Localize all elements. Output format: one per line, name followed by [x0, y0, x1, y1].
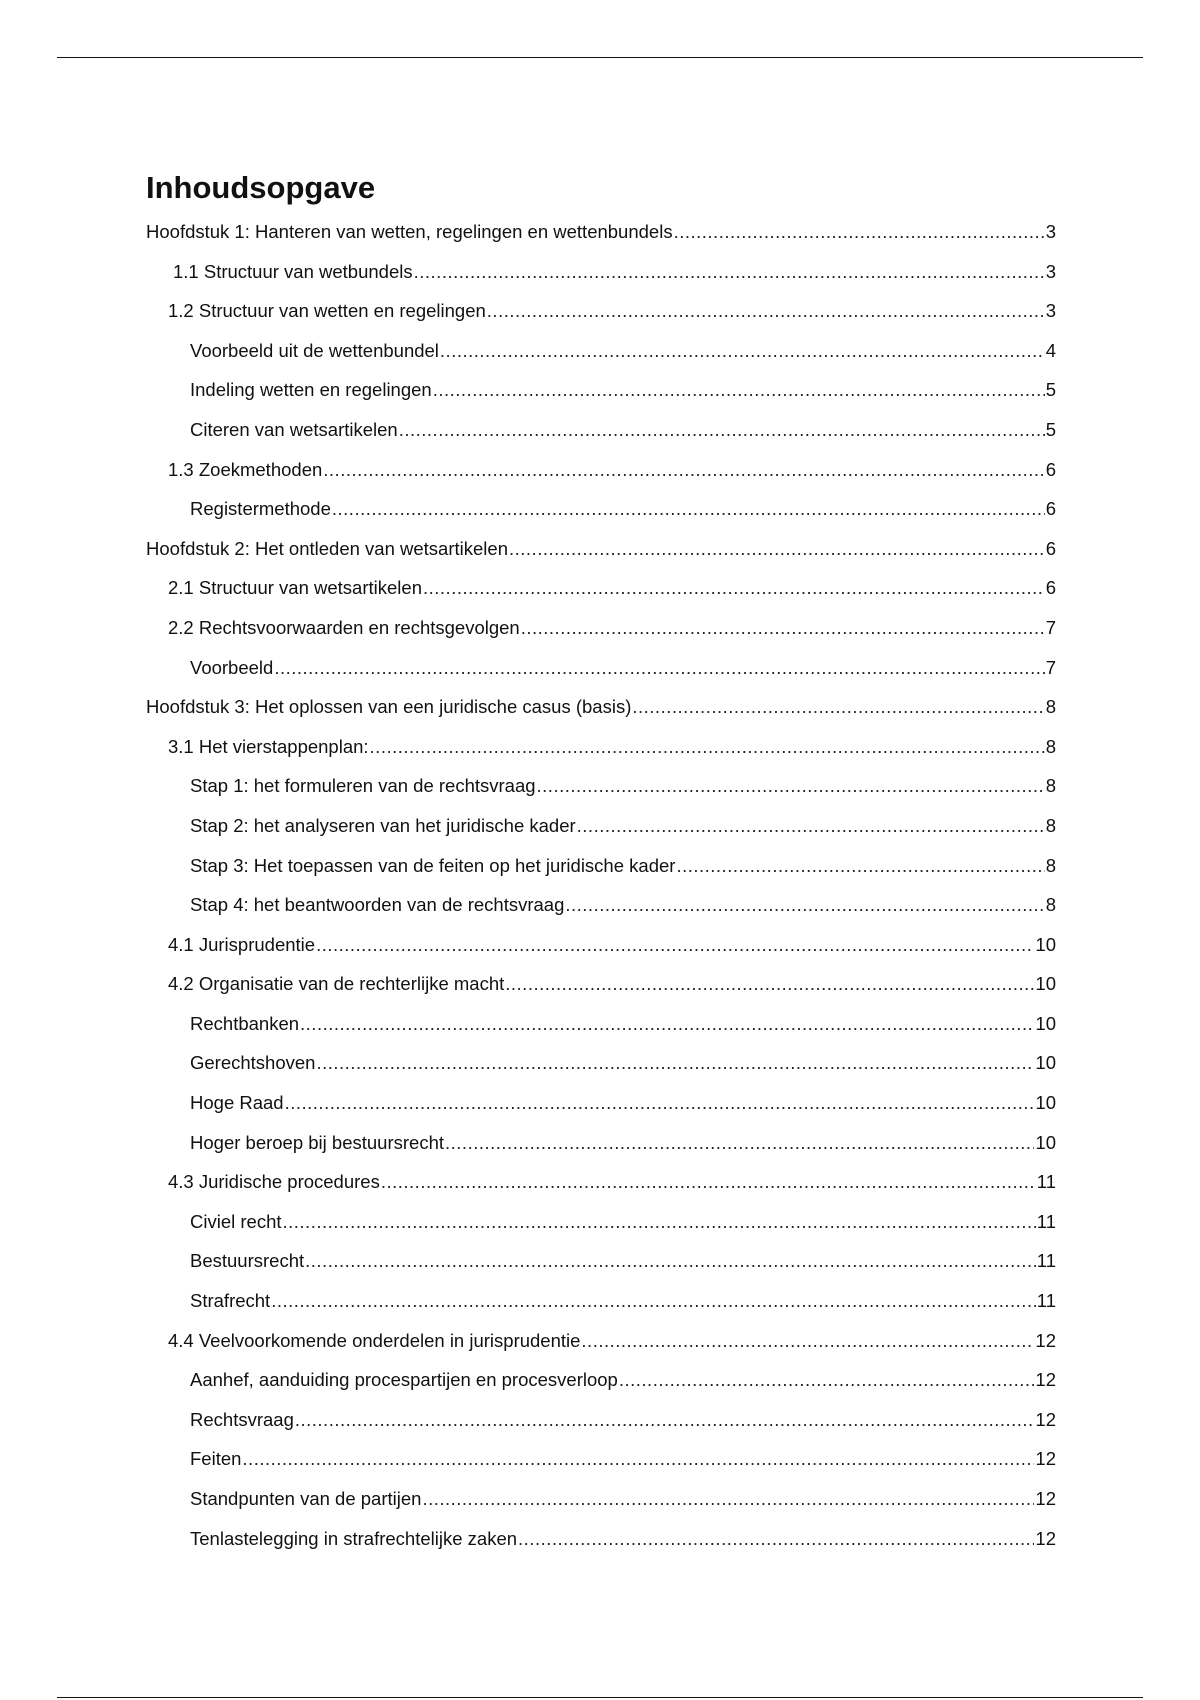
toc-page-number: 5	[1045, 379, 1056, 401]
toc-entry-text: 1.2 Structuur van wetten en regelingen	[168, 300, 486, 322]
toc-dot-leader	[632, 687, 1044, 727]
toc-entry[interactable]	[146, 766, 1056, 806]
toc-dot-leader	[295, 1400, 1035, 1440]
toc-dot-leader	[674, 212, 1045, 252]
toc-entry-text: Standpunten van de partijen	[190, 1488, 422, 1509]
toc-dot-leader	[300, 1004, 1034, 1044]
toc-page-number: 10	[1035, 973, 1056, 995]
toc-dot-leader	[399, 410, 1045, 450]
toc-dot-leader	[242, 1439, 1034, 1479]
toc-entry-text: Stap 2: het analyseren van het juridische kader	[190, 814, 576, 836]
toc-entry[interactable]	[146, 370, 1056, 410]
toc-page-number: 6	[1045, 577, 1056, 599]
toc-dot-leader	[537, 766, 1045, 806]
toc-entry[interactable]	[146, 1519, 1056, 1559]
toc-page-number: 8	[1045, 696, 1056, 718]
toc-entry[interactable]	[146, 1439, 1056, 1479]
toc-entry[interactable]	[146, 806, 1056, 846]
toc-page-number: 8	[1045, 735, 1056, 757]
toc-entry[interactable]	[146, 410, 1056, 450]
toc-entry[interactable]	[146, 1321, 1056, 1361]
toc-dot-leader	[323, 450, 1044, 490]
toc-entry-text: 4.3 Juridische procedures	[168, 1171, 380, 1193]
toc-title: Inhoudsopgave	[146, 170, 376, 205]
toc-dot-leader	[577, 806, 1045, 846]
toc-entry-text: 1.3 Zoekmethoden	[168, 458, 323, 480]
toc-dot-leader	[581, 1321, 1034, 1361]
toc-page-number: 5	[1045, 418, 1056, 440]
toc-entry-text: Hoofdstuk 1: Hanteren van wetten, regelingen en wettenbundels	[146, 221, 673, 242]
toc-page-number: 4	[1045, 339, 1056, 361]
toc-entry-text: Hoofdstuk 2: Het ontleden van wetsartikelen	[146, 537, 508, 559]
toc-entry[interactable]	[146, 489, 1056, 529]
toc-entry[interactable]	[146, 1479, 1056, 1519]
toc-page-number: 7	[1045, 616, 1056, 638]
toc-entry[interactable]	[146, 1360, 1056, 1400]
toc-entry[interactable]	[146, 568, 1056, 608]
toc-entry-text: Voorbeeld	[190, 656, 274, 678]
toc-page-number: 11	[1036, 1290, 1056, 1312]
toc-page-number: 7	[1045, 656, 1056, 678]
toc-dot-leader	[676, 846, 1044, 886]
toc-page-number: 3	[1045, 221, 1056, 242]
toc-dot-leader	[440, 331, 1045, 371]
toc-entry-text: Aanhef, aanduiding procespartijen en procesverloop	[190, 1369, 618, 1391]
toc-entry-text: 3.1 Het vierstappenplan:	[168, 735, 369, 757]
toc-page-number: 12	[1035, 1527, 1056, 1549]
toc-entry[interactable]	[146, 529, 1056, 569]
toc-page-number: 11	[1036, 1210, 1056, 1232]
toc-entry-text: Indeling wetten en regelingen	[190, 379, 432, 401]
toc-entry[interactable]	[146, 1083, 1056, 1123]
toc-entry[interactable]	[146, 450, 1056, 490]
toc-entry-text: Hoofdstuk 3: Het oplossen van een juridische casus (basis)	[146, 696, 632, 718]
toc-entry-text: Hoger beroep bij bestuursrecht	[190, 1131, 445, 1153]
toc-dot-leader	[271, 1281, 1036, 1321]
toc-page-number: 10	[1035, 1012, 1056, 1034]
toc-dot-leader	[505, 964, 1034, 1004]
toc-entry[interactable]	[146, 252, 1056, 292]
toc-entry[interactable]	[146, 1241, 1056, 1281]
toc-page-number: 11	[1036, 1171, 1056, 1193]
toc-page-number: 12	[1035, 1488, 1056, 1509]
toc-entry-text: 4.4 Veelvoorkomende onderdelen in jurisprudentie	[168, 1329, 581, 1351]
toc-entry[interactable]	[146, 964, 1056, 1004]
toc-entry[interactable]	[146, 1004, 1056, 1044]
toc-list	[146, 212, 1056, 1558]
toc-entry[interactable]	[146, 1400, 1056, 1440]
toc-page-number: 6	[1045, 498, 1056, 520]
toc-page-number: 12	[1035, 1408, 1056, 1430]
toc-page-number: 8	[1045, 894, 1056, 916]
toc-dot-leader	[445, 1123, 1034, 1163]
toc-dot-leader	[565, 885, 1044, 925]
toc-dot-leader	[316, 925, 1034, 965]
toc-entry-text: Hoge Raad	[190, 1092, 284, 1114]
toc-dot-leader	[285, 1083, 1035, 1123]
header-rule	[57, 57, 1143, 58]
toc-entry[interactable]	[146, 648, 1056, 688]
toc-entry-text: Stap 4: het beantwoorden van de rechtsvraag	[190, 894, 565, 916]
toc-page-number: 8	[1045, 775, 1056, 797]
toc-dot-leader	[414, 252, 1045, 292]
toc-entry-text: Registermethode	[190, 498, 331, 520]
toc-page-number: 3	[1045, 260, 1056, 282]
toc-page-number: 3	[1045, 300, 1056, 322]
toc-page-number: 10	[1035, 1052, 1056, 1074]
toc-dot-leader	[433, 370, 1045, 410]
toc-dot-leader	[316, 1043, 1034, 1083]
toc-entry-text: 4.2 Organisatie van de rechterlijke macht	[168, 973, 505, 995]
toc-page-number: 6	[1045, 537, 1056, 559]
toc-page-number: 12	[1035, 1329, 1056, 1351]
toc-entry[interactable]	[146, 925, 1056, 965]
toc-page-number: 8	[1045, 854, 1056, 876]
toc-page-number: 11	[1036, 1250, 1056, 1272]
toc-page-number: 10	[1035, 1092, 1056, 1114]
toc-entry-text: Stap 3: Het toepassen van de feiten op het juridische kader	[190, 854, 676, 876]
toc-entry[interactable]	[146, 687, 1056, 727]
toc-entry-text: 2.2 Rechtsvoorwaarden en rechtsgevolgen	[168, 616, 520, 638]
toc-dot-leader	[381, 1162, 1036, 1202]
toc-entry[interactable]	[146, 331, 1056, 371]
toc-entry-text: 2.1 Structuur van wetsartikelen	[168, 577, 422, 599]
toc-entry[interactable]	[146, 846, 1056, 886]
toc-entry-text: Rechtsvraag	[190, 1408, 294, 1430]
toc-entry-text: Feiten	[190, 1448, 242, 1470]
toc-dot-leader	[305, 1241, 1036, 1281]
toc-dot-leader	[521, 608, 1045, 648]
toc-entry-text: Tenlastelegging in strafrechtelijke zaken	[190, 1527, 518, 1549]
toc-page-number: 6	[1045, 458, 1056, 480]
toc-dot-leader	[487, 291, 1045, 331]
toc-entry[interactable]	[146, 608, 1056, 648]
toc-entry-text: Bestuursrecht	[190, 1250, 305, 1272]
toc-dot-leader	[332, 489, 1045, 529]
toc-page-number: 10	[1035, 1131, 1056, 1153]
toc-entry[interactable]	[146, 1202, 1056, 1242]
table-of-contents	[146, 168, 1056, 1558]
toc-entry-text: Rechtbanken	[190, 1012, 300, 1034]
toc-entry[interactable]	[146, 291, 1056, 331]
toc-entry[interactable]	[146, 1281, 1056, 1321]
toc-dot-leader	[423, 568, 1045, 608]
toc-entry[interactable]	[146, 885, 1056, 925]
toc-entry-text: 1.1 Structuur van wetbundels	[173, 260, 413, 282]
toc-entry-text: Strafrecht	[190, 1290, 271, 1312]
toc-entry[interactable]	[146, 1123, 1056, 1163]
toc-dot-leader	[619, 1360, 1035, 1400]
toc-entry[interactable]	[146, 1162, 1056, 1202]
toc-entry-text: Voorbeeld uit de wettenbundel	[190, 339, 439, 361]
toc-page-number: 12	[1035, 1448, 1056, 1470]
toc-entry[interactable]	[146, 1043, 1056, 1083]
toc-dot-leader	[283, 1202, 1036, 1242]
toc-page-number: 12	[1035, 1369, 1056, 1391]
toc-entry-text: Citeren van wetsartikelen	[190, 418, 398, 440]
toc-dot-leader	[370, 727, 1045, 767]
toc-entry-text: Civiel recht	[190, 1210, 282, 1232]
toc-dot-leader	[274, 648, 1044, 688]
toc-entry-text: Stap 1: het formuleren van de rechtsvraag	[190, 775, 536, 797]
toc-dot-leader	[422, 1479, 1034, 1519]
toc-page-number: 10	[1035, 933, 1056, 955]
toc-dot-leader	[509, 529, 1045, 569]
toc-entry-text: Gerechtshoven	[190, 1052, 316, 1074]
toc-page-number: 8	[1045, 814, 1056, 836]
toc-entry[interactable]	[146, 727, 1056, 767]
toc-entry[interactable]	[146, 212, 1056, 252]
toc-dot-leader	[518, 1519, 1034, 1559]
footer-rule	[57, 1697, 1143, 1698]
toc-entry-text: 4.1 Jurisprudentie	[168, 933, 316, 955]
